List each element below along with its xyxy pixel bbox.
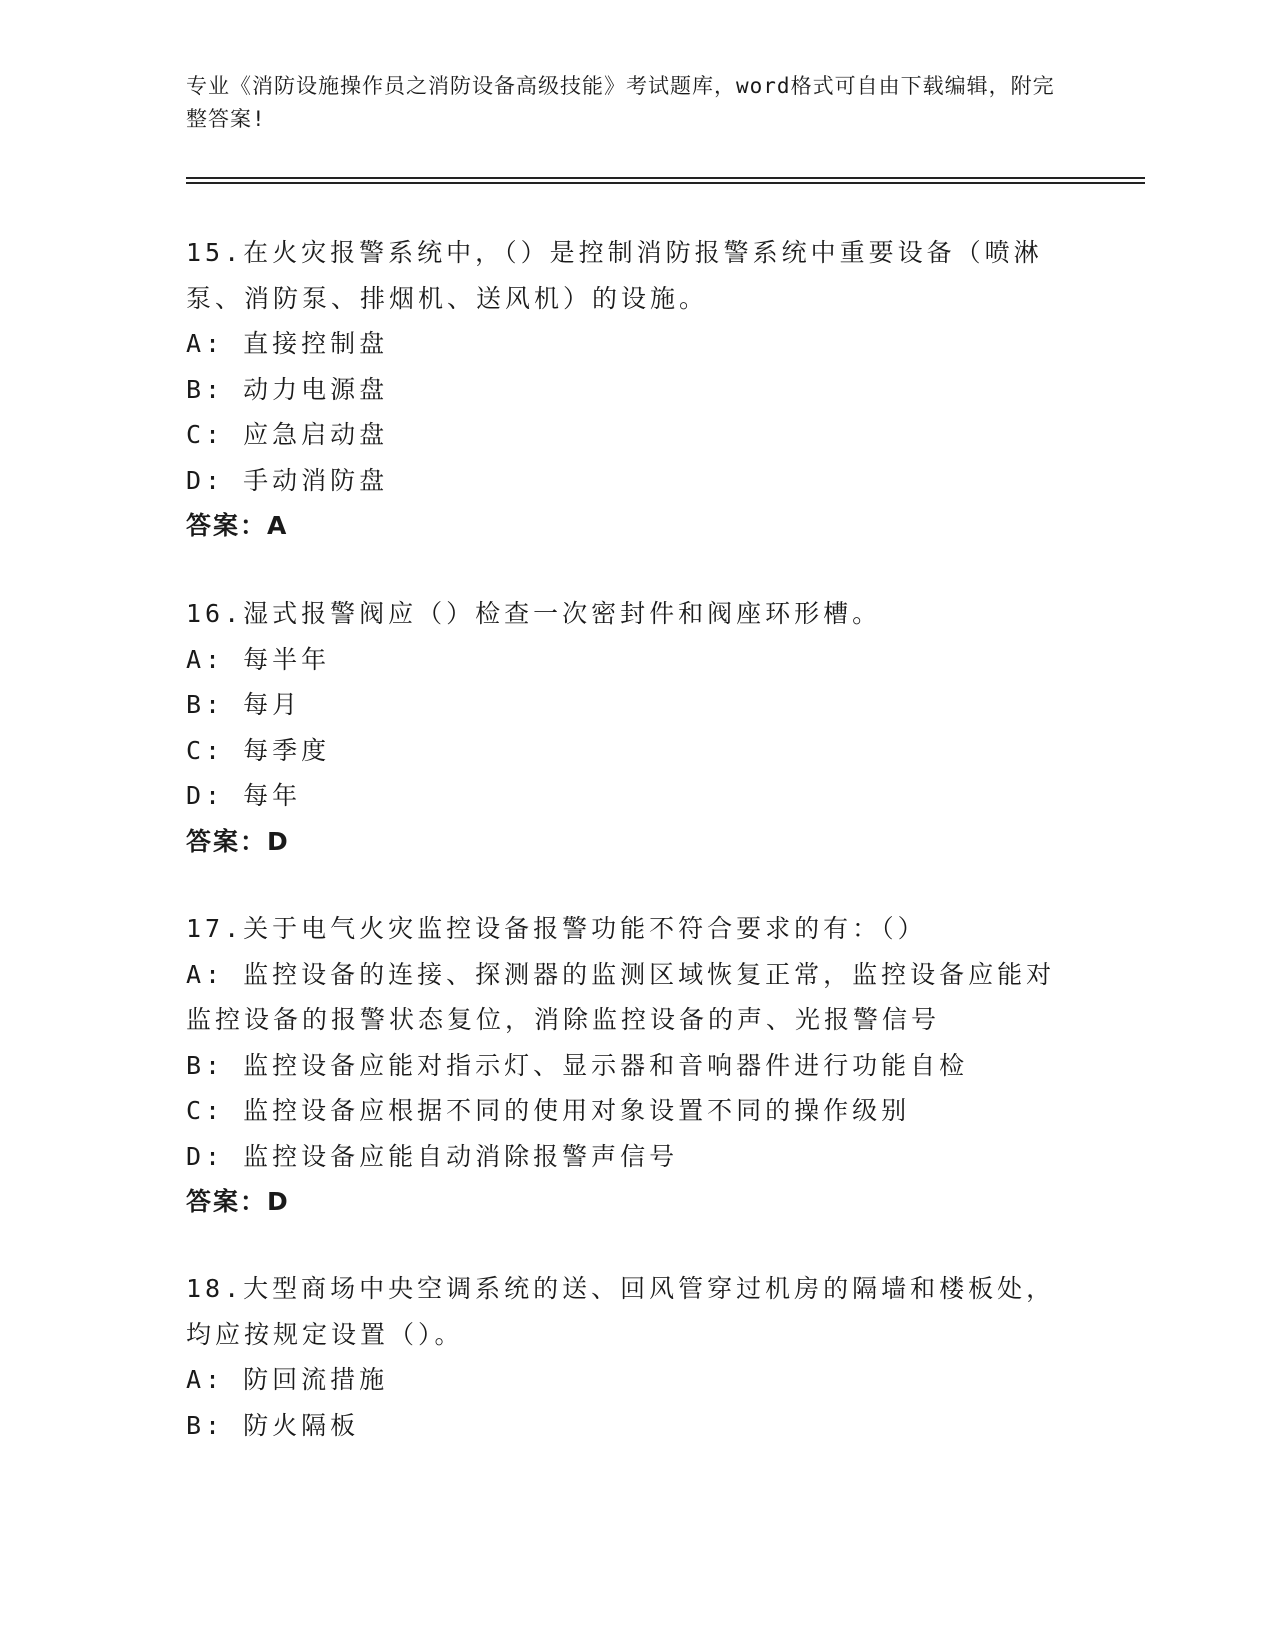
question-stem: 17.关于电气火灾监控设备报警功能不符合要求的有：（） [186, 914, 927, 943]
option-c: C: 应急启动盘 [186, 420, 389, 449]
header-divider-bottom [186, 182, 1145, 184]
option-b: B: 动力电源盘 [186, 374, 389, 404]
option-b: B: 防火隔板 [186, 1410, 360, 1440]
question-stem: 15.在火灾报警系统中，（）是控制消防报警系统中重要设备（喷淋泵、消防泵、排烟机、送风机）的设施。 [186, 238, 1043, 313]
option-d: D: 手动消防盘 [186, 465, 389, 495]
question-18 [186, 1266, 1076, 1448]
header-divider-top [186, 177, 1145, 179]
option-a: A: 监控设备的连接、探测器的监测区域恢复正常，监控设备应能对监控设备的报警状态复位，消除监控设备的声、光报警信号 [186, 959, 1056, 1034]
question-16 [186, 591, 1076, 864]
option-a: A: 直接控制盘 [186, 329, 389, 358]
document-header: 专业《消防设施操作员之消防设备高级技能》考试题库，word格式可自由下载编辑，附完整答案! [186, 74, 1055, 131]
option-a: A: 每半年 [186, 644, 331, 674]
option-a: A: 防回流措施 [186, 1365, 389, 1394]
option-c: C: 监控设备应根据不同的使用对象设置不同的操作级别 [186, 1096, 911, 1125]
option-c: C: 每季度 [186, 735, 331, 765]
answer: 答案：D [186, 1187, 290, 1216]
option-d: D: 每年 [186, 781, 302, 810]
question-15 [186, 230, 1076, 549]
option-b: B: 每月 [186, 690, 302, 719]
question-17 [186, 906, 1076, 1225]
question-stem: 18.大型商场中央空调系统的送、回风管穿过机房的隔墙和楼板处，均应按规定设置（）。 [186, 1274, 1056, 1349]
question-stem: 16.湿式报警阀应（）检查一次密封件和阀座环形槽。 [186, 599, 882, 628]
answer: 答案：D [186, 826, 290, 856]
option-d: D: 监控设备应能自动消除报警声信号 [186, 1141, 679, 1171]
option-b: B: 监控设备应能对指示灯、显示器和音响器件进行功能自检 [186, 1050, 969, 1080]
answer: 答案：A [186, 511, 289, 540]
